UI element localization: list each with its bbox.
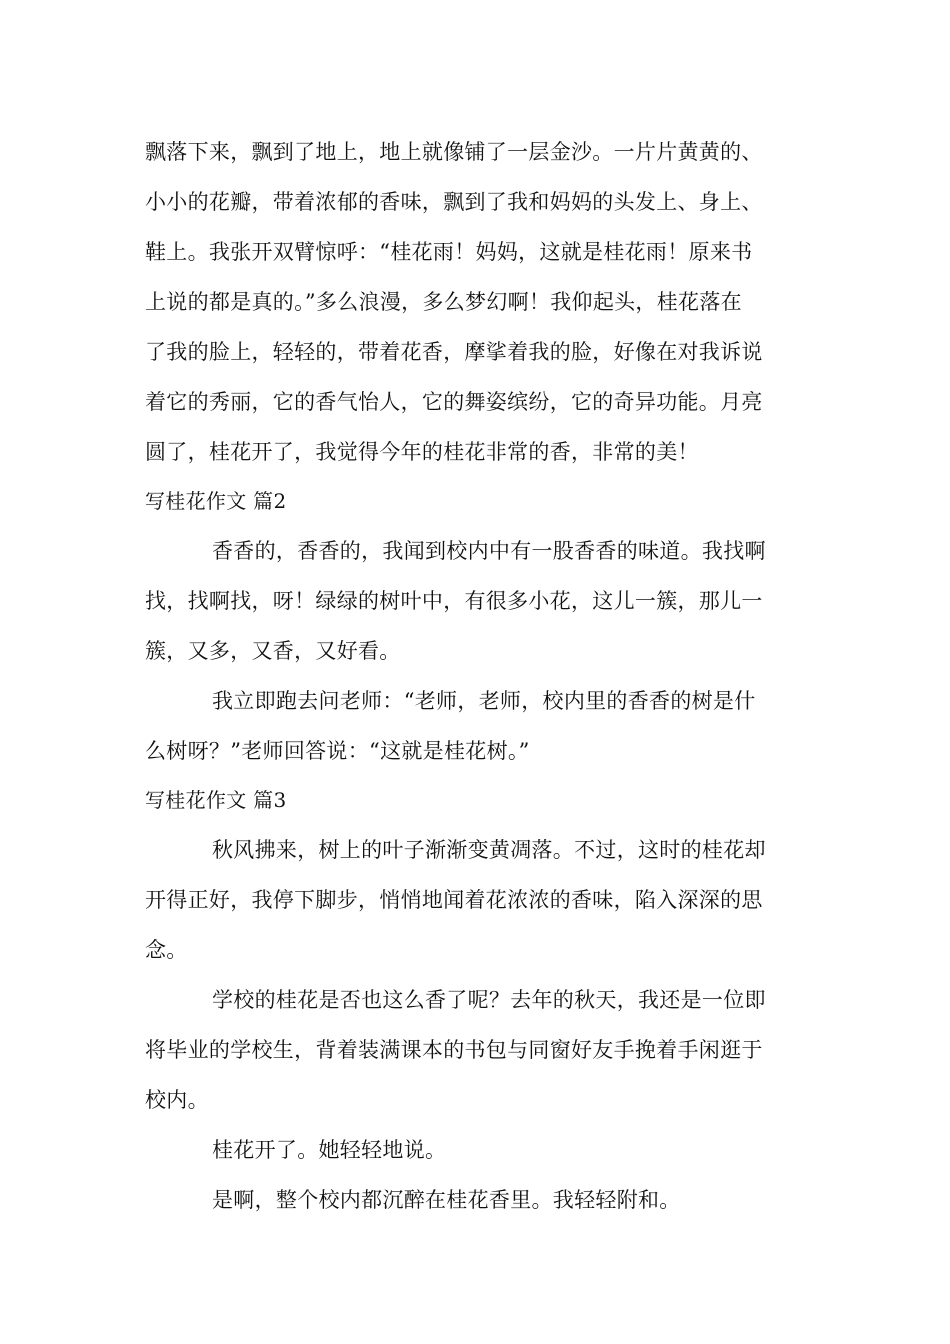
text-line: 是啊，整个校内都沉醉在桂花香里。我轻轻附和。 (212, 1188, 681, 1212)
text-line: 么树呀？”老师回答说：“这就是桂花树。” (145, 739, 530, 763)
text-line: 小小的花瓣，带着浓郁的香味，飘到了我和妈妈的头发上、身上、 (145, 190, 763, 214)
text-line: 学校的桂花是否也这么香了呢？去年的秋天，我还是一位即 (212, 988, 766, 1012)
text-line: 着它的秀丽，它的香气怡人，它的舞姿缤纷，它的奇异功能。月亮 (145, 390, 763, 414)
section-heading: 写桂花作文 篇3 (145, 788, 287, 812)
text-line: 飘落下来，飘到了地上，地上就像铺了一层金沙。一片片黄黄的、 (145, 140, 763, 164)
text-line: 鞋上。我张开双臂惊呼：“桂花雨！妈妈，这就是桂花雨！原来书 (145, 240, 753, 264)
text-line: 了我的脸上，轻轻的，带着花香，摩挲着我的脸，好像在对我诉说 (145, 340, 763, 364)
text-line: 秋风拂来，树上的叶子渐渐变黄凋落。不过，这时的桂花却 (212, 838, 766, 862)
text-line: 我立即跑去问老师：“老师，老师，校内里的香香的树是什 (212, 689, 756, 713)
text-line: 找，找啊找，呀！绿绿的树叶中，有很多小花，这儿一簇，那儿一 (145, 589, 763, 613)
text-line: 圆了，桂花开了，我觉得今年的桂花非常的香，非常的美！ (145, 440, 699, 464)
text-line: 念。 (145, 938, 188, 962)
text-line: 桂花开了。她轻轻地说。 (212, 1138, 447, 1162)
text-line: 将毕业的学校生，背着装满课本的书包与同窗好友手挽着手闲逛于 (145, 1038, 763, 1062)
text-line: 上说的都是真的。”多么浪漫，多么梦幻啊！我仰起头，桂花落在 (145, 290, 742, 314)
text-line: 开得正好，我停下脚步，悄悄地闻着花浓浓的香味，陷入深深的思 (145, 888, 763, 912)
text-line: 簇，又多，又香，又好看。 (145, 639, 401, 663)
text-line: 香香的，香香的，我闻到校内中有一股香香的味道。我找啊 (212, 539, 766, 563)
text-line: 校内。 (145, 1088, 209, 1112)
section-heading: 写桂花作文 篇2 (145, 489, 287, 513)
